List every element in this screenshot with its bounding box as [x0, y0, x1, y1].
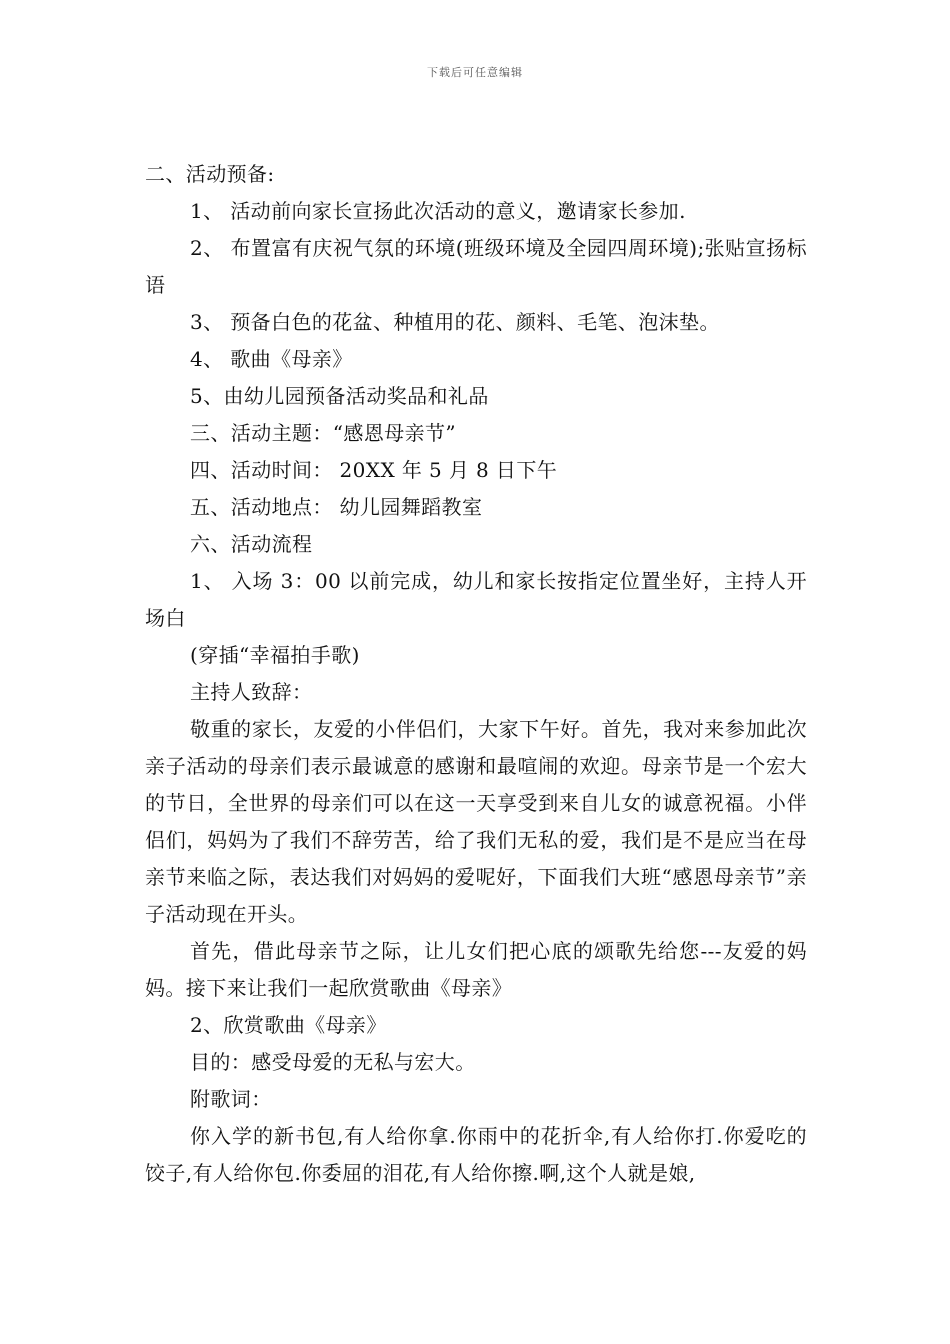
paragraph: 1、 活动前向家长宣扬此次活动的意义，邀请家长参加. [190, 199, 686, 223]
section-heading-process: 六、活动流程 [190, 532, 313, 556]
section-heading-location: 五、活动地点： 幼儿园舞蹈教室 [190, 495, 483, 519]
paragraph: (穿插“幸福拍手歌) [190, 643, 360, 667]
paragraph: 首先，借此母亲节之际，让儿女们把心底的颂歌先给您---友爱的妈妈。接下来让我们一起欣赏歌曲《母亲》 [145, 939, 807, 1000]
paragraph: 附歌词： [190, 1087, 272, 1111]
paragraph: 2、欣赏歌曲《母亲》 [190, 1013, 387, 1037]
paragraph: 目的：感受母爱的无私与宏大。 [190, 1050, 476, 1074]
paragraph: 主持人致辞： [190, 680, 313, 704]
section-heading-theme: 三、活动主题：“感恩母亲节” [190, 421, 457, 445]
page-header-note: 下载后可任意编辑 [427, 66, 523, 79]
paragraph: 3、 预备白色的花盆、种植用的花、颜料、毛笔、泡沫垫。 [190, 310, 720, 334]
paragraph: 敬重的家长，友爱的小伴侣们，大家下午好。首先，我对来参加此次亲子活动的母亲们表示最诚意的感谢和最喧闹的欢迎。母亲节是一个宏大的节日，全世界的母亲们可以在这一天享受到来自儿女的诚意祝福。小伴侣们，妈妈为了我们不辞劳苦，给了我们无私的爱，我们是不是应当在母亲节来临之际，表达我们对妈妈的爱呢好，下面我们大班“感恩母亲节”亲子活动现在开头。 [145, 717, 807, 926]
section-heading-time: 四、活动时间： 20XX 年 5 月 8 日下午 [190, 458, 558, 482]
paragraph: 1、 入场 3：00 以前完成，幼儿和家长按指定位置坐好，主持人开场白 [145, 569, 807, 630]
paragraph: 你入学的新书包,有人给你拿.你雨中的花折伞,有人给你打.你爱吃的饺子,有人给你包.你委屈的泪花,有人给你擦.啊,这个人就是娘, [145, 1124, 807, 1185]
paragraph: 4、 歌曲《母亲》 [190, 347, 353, 371]
section-heading-preparation: 二、活动预备: [145, 162, 275, 186]
paragraph: 5、由幼儿园预备活动奖品和礼品 [190, 384, 489, 408]
paragraph: 2、 布置富有庆祝气氛的环境(班级环境及全园四周环境);张贴宣扬标语 [145, 236, 807, 297]
document-body [145, 156, 807, 1192]
